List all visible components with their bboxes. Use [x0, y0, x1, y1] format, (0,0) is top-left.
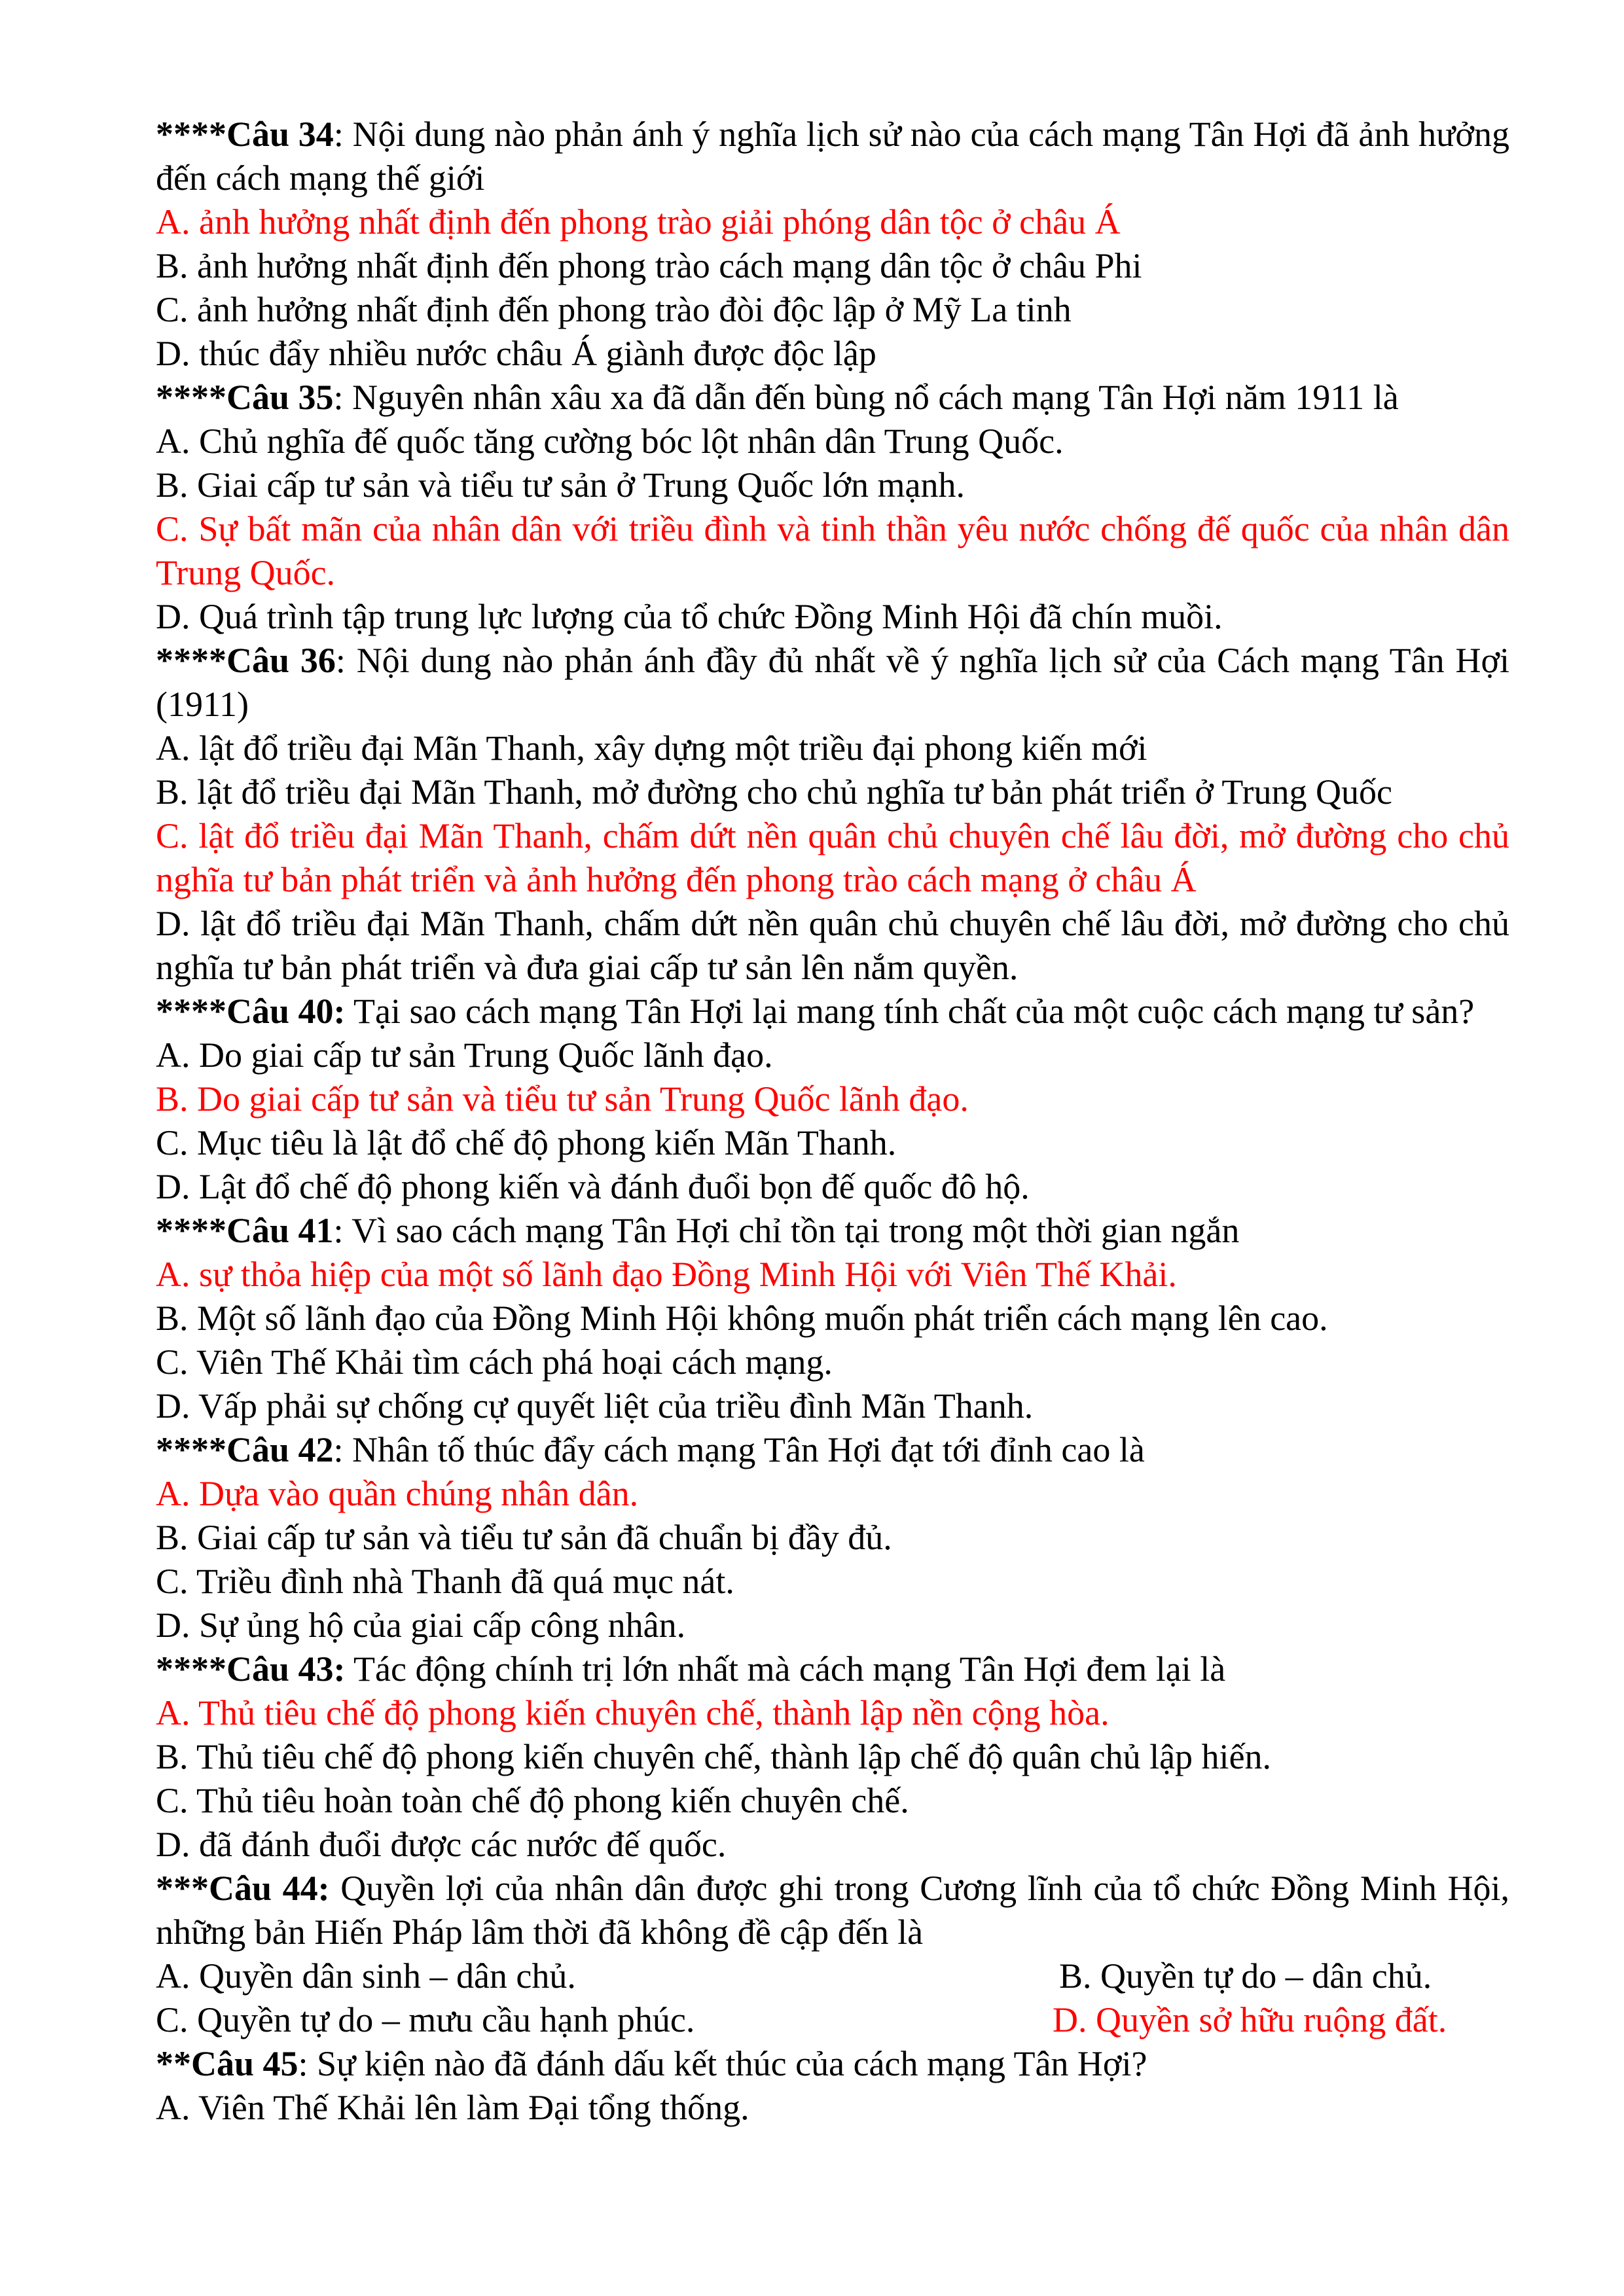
answer-option: D. thúc đẩy nhiều nước châu Á giành được độc lập	[156, 334, 876, 373]
answer-option: A. lật đổ triều đại Mãn Thanh, xây dựng một triều đại phong kiến mới	[156, 728, 1147, 768]
question-45-stem: **Câu 45: Sự kiện nào đã đánh dấu kết thúc của cách mạng Tân Hợi?	[156, 2044, 1147, 2083]
answer-option: C. Sự bất mãn của nhân dân với triều đình và tinh thần yêu nước chống đế quốc của nhân dân Trung Quốc.	[156, 509, 1509, 592]
answer-option: B. ảnh hưởng nhất định đến phong trào cách mạng dân tộc ở châu Phi	[156, 246, 1142, 285]
question-text: Vì sao cách mạng Tân Hợi chỉ tồn tại trong một thời gian ngắn	[352, 1211, 1240, 1250]
exam-page	[156, 113, 1509, 2130]
answer-option: D. Vấp phải sự chống cự quyết liệt của triều đình Mãn Thanh.	[156, 1386, 1034, 1426]
question-label: **Câu 45	[156, 2044, 298, 2083]
question-44	[156, 1867, 1509, 2042]
question-text: Quyền lợi của nhân dân được ghi trong Cương lĩnh của tổ chức Đồng Minh Hội, những bản Hiến Pháp lâm thời đã không đề cập đến là	[156, 1869, 1509, 1952]
question-label: ****Câu 42	[156, 1430, 334, 1469]
answer-option: A. Thủ tiêu chế độ phong kiến chuyên chế, thành lập nền cộng hòa.	[156, 1693, 1110, 1732]
answer-option: A. Dựa vào quần chúng nhân dân.	[156, 1474, 639, 1513]
answer-row	[156, 1998, 1509, 2042]
question-text: Nhân tố thúc đẩy cách mạng Tân Hợi đạt tới đỉnh cao là	[352, 1430, 1145, 1469]
answer-option: D. Quyền sở hữu ruộng đất.	[1053, 2000, 1447, 2039]
question-40-stem	[156, 990, 1509, 1033]
answer-option: D. đã đánh đuổi được các nước đế quốc.	[156, 1825, 727, 1864]
question-label: ****Câu 40:	[156, 992, 346, 1031]
answer-option: D. Sự ủng hộ của giai cấp công nhân.	[156, 1605, 686, 1645]
answer-option: B. lật đổ triều đại Mãn Thanh, mở đường cho chủ nghĩa tư bản phát triển ở Trung Quốc	[156, 772, 1392, 812]
answer-option: C. ảnh hưởng nhất định đến phong trào đòi độc lập ở Mỹ La tinh	[156, 290, 1072, 329]
question-34	[156, 113, 1509, 376]
question-text: Nội dung nào phản ánh ý nghĩa lịch sử nào của cách mạng Tân Hợi đã ảnh hưởng đến cách mạng thế giới	[156, 115, 1509, 198]
question-43	[156, 1647, 1509, 1867]
answer-option: D. lật đổ triều đại Mãn Thanh, chấm dứt nền quân chủ chuyên chế lâu đời, mở đường cho chủ nghĩa tư bản phát triển và đưa giai cấp tư sản lên nắm quyền.	[156, 904, 1509, 987]
question-45	[156, 2042, 1509, 2130]
answer-option: A. sự thỏa hiệp của một số lãnh đạo Đồng Minh Hội với Viên Thế Khải.	[156, 1255, 1177, 1294]
answer-option: C. Triều đình nhà Thanh đã quá mục nát.	[156, 1562, 734, 1601]
question-label: ****Câu 35	[156, 378, 334, 417]
answer-option: A. Quyền dân sinh – dân chủ.	[156, 1956, 576, 1996]
question-41-stem: ****Câu 41: Vì sao cách mạng Tân Hợi chỉ tồn tại trong một thời gian ngắn	[156, 1211, 1240, 1250]
question-36	[156, 639, 1509, 990]
question-label: ****Câu 36	[156, 641, 336, 680]
answer-option: B. Thủ tiêu chế độ phong kiến chuyên chế, thành lập chế độ quân chủ lập hiến.	[156, 1737, 1272, 1776]
question-text: Tác động chính trị lớn nhất mà cách mạng Tân Hợi đem lại là	[353, 1649, 1226, 1689]
answer-row	[156, 1954, 1509, 1998]
question-41	[156, 1209, 1509, 1428]
question-label: ****Câu 34	[156, 115, 334, 154]
question-text: Tại sao cách mạng Tân Hợi lại mang tính chất của một cuộc cách mạng tư sản?	[353, 992, 1475, 1031]
question-42-stem: ****Câu 42: Nhân tố thúc đẩy cách mạng Tân Hợi đạt tới đỉnh cao là	[156, 1430, 1145, 1469]
question-36-stem: ****Câu 36: Nội dung nào phản ánh đầy đủ nhất về ý nghĩa lịch sử của Cách mạng Tân Hợi (1911)	[156, 641, 1509, 724]
answer-option: B. Do giai cấp tư sản và tiểu tư sản Trung Quốc lãnh đạo.	[156, 1079, 969, 1119]
answer-option: A. Do giai cấp tư sản Trung Quốc lãnh đạo.	[156, 1035, 773, 1075]
answer-option: B. Quyền tự do – dân chủ.	[1059, 1956, 1432, 1996]
question-44-stem	[156, 1867, 1509, 1954]
answer-option: A. Chủ nghĩa đế quốc tăng cường bóc lột nhân dân Trung Quốc.	[156, 422, 1064, 461]
question-40	[156, 990, 1509, 1209]
question-text: Nội dung nào phản ánh đầy đủ nhất về ý nghĩa lịch sử của Cách mạng Tân Hợi (1911)	[156, 641, 1509, 724]
answer-option: D. Quá trình tập trung lực lượng của tổ chức Đồng Minh Hội đã chín muồi.	[156, 597, 1223, 636]
question-text: Sự kiện nào đã đánh dấu kết thúc của cách mạng Tân Hợi?	[317, 2044, 1147, 2083]
question-label: ***Câu 44:	[156, 1869, 330, 1908]
answer-option: B. Một số lãnh đạo của Đồng Minh Hội không muốn phát triển cách mạng lên cao.	[156, 1299, 1328, 1338]
answer-option: C. Quyền tự do – mưu cầu hạnh phúc.	[156, 2000, 695, 2039]
answer-option: A. ảnh hưởng nhất định đến phong trào giải phóng dân tộc ở châu Á	[156, 202, 1121, 242]
answer-option: A. Viên Thế Khải lên làm Đại tổng thống.	[156, 2088, 749, 2127]
question-34-stem: ****Câu 34: Nội dung nào phản ánh ý nghĩa lịch sử nào của cách mạng Tân Hợi đã ảnh hưởng đến cách mạng thế giới	[156, 115, 1509, 198]
question-35-stem: ****Câu 35: Nguyên nhân xâu xa đã dẫn đến bùng nổ cách mạng Tân Hợi năm 1911 là	[156, 378, 1399, 417]
answer-option: D. Lật đổ chế độ phong kiến và đánh đuổi bọn đế quốc đô hộ.	[156, 1167, 1030, 1206]
question-42	[156, 1428, 1509, 1647]
answer-option: C. Mục tiêu là lật đổ chế độ phong kiến Mãn Thanh.	[156, 1123, 897, 1162]
question-text: Nguyên nhân xâu xa đã dẫn đến bùng nổ cách mạng Tân Hợi năm 1911 là	[352, 378, 1399, 417]
question-35	[156, 376, 1509, 639]
question-43-stem	[156, 1647, 1509, 1691]
answer-option: B. Giai cấp tư sản và tiểu tư sản đã chuẩn bị đầy đủ.	[156, 1518, 892, 1557]
answer-option: C. Thủ tiêu hoàn toàn chế độ phong kiến chuyên chế.	[156, 1781, 909, 1820]
question-label: ****Câu 43:	[156, 1649, 346, 1689]
answer-option: B. Giai cấp tư sản và tiểu tư sản ở Trung Quốc lớn mạnh.	[156, 465, 965, 505]
answer-option: C. lật đổ triều đại Mãn Thanh, chấm dứt nền quân chủ chuyên chế lâu đời, mở đường cho chủ nghĩa tư bản phát triển và ảnh hưởng đến phong trào cách mạng ở châu Á	[156, 816, 1509, 899]
answer-option: C. Viên Thế Khải tìm cách phá hoại cách mạng.	[156, 1342, 833, 1382]
question-label: ****Câu 41	[156, 1211, 334, 1250]
